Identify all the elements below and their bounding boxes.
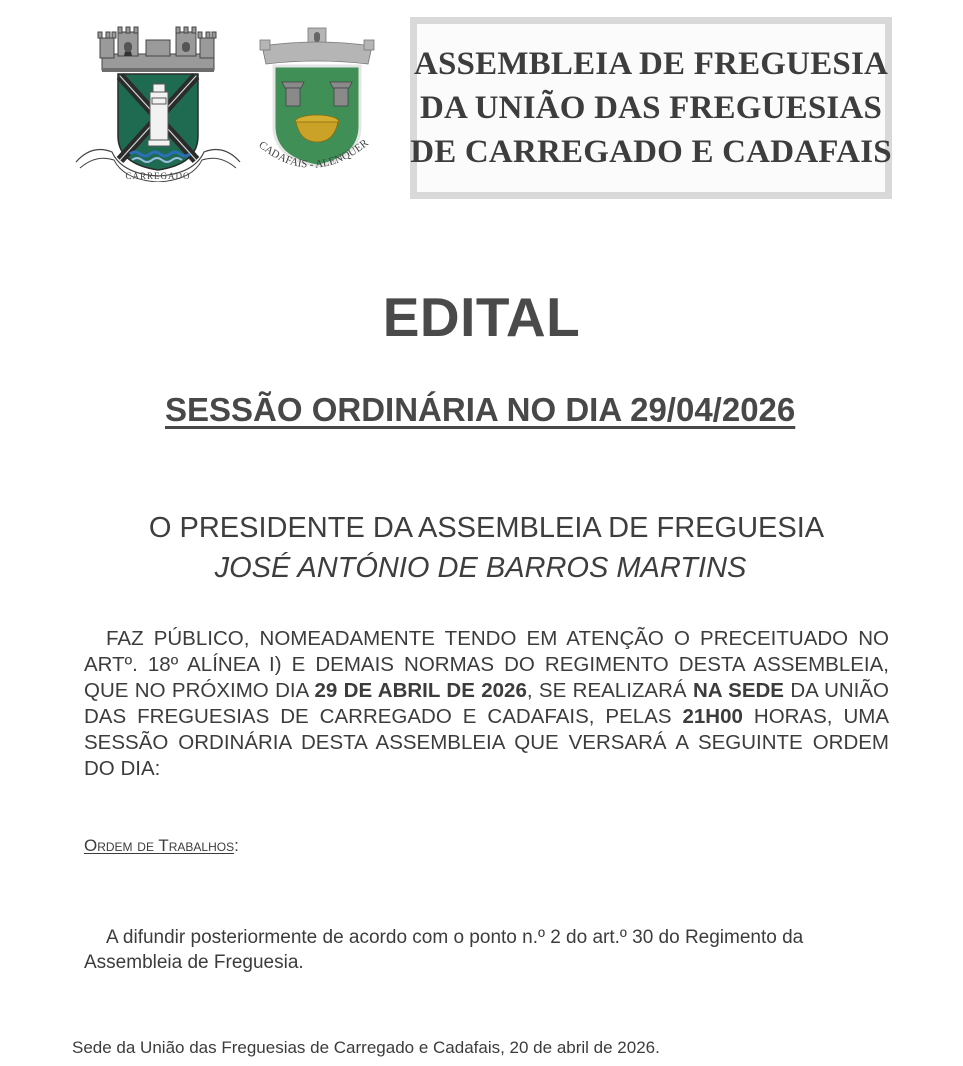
meeting-time: 21H00	[682, 705, 743, 728]
carregado-crest-icon	[72, 24, 244, 182]
assembly-header-line: DA UNIÃO DAS FREGUESIAS	[419, 90, 883, 126]
president-name: JOSÉ ANTÓNIO DE BARROS MARTINS	[214, 552, 747, 584]
agenda-heading-colon: :	[234, 836, 239, 855]
meeting-date: 29 DE ABRIL DE 2026	[314, 679, 527, 702]
assembly-header-box	[410, 17, 892, 199]
document-title: EDITAL	[382, 286, 581, 348]
president-block	[0, 508, 963, 588]
assembly-header-line: DE CARREGADO E CADAFAIS	[410, 134, 892, 170]
carregado-coat-of-arms	[72, 24, 244, 182]
svg-text:CARREGADO: CARREGADO	[125, 171, 191, 181]
cadafais-coat-of-arms	[244, 26, 390, 182]
agenda-text: A difundir posteriormente de acordo com o ponto n.º 2 do art.º 30 do Regimento da Assembleia de Freguesia.	[84, 927, 804, 973]
announcement-text: DA UNIÃO DAS FREGUESIAS DE CARREGADO E CADAFAIS, PELAS	[84, 679, 889, 728]
meeting-place: NA SEDE	[692, 679, 784, 702]
announcement-text: FAZ PÚBLICO, NOMEADAMENTE TENDO EM ATENÇÃO O PRECEITUADO NO ARTº. 18º ALÍNEA I) E DEMAIS NORMAS DO REGIMENTO DESTA ASSEMBLEIA, QUE NO PRÓXIMO DIA	[84, 627, 889, 702]
assembly-header-line: ASSEMBLEIA DE FREGUESIA	[413, 46, 889, 82]
session-title: SESSÃO ORDINÁRIA NO DIA 29/04/2026	[165, 391, 796, 428]
cadafais-crest-icon	[244, 26, 390, 182]
announcement-paragraph	[84, 626, 889, 782]
agenda-heading	[84, 835, 239, 857]
president-role: O PRESIDENTE DA ASSEMBLEIA DE FREGUESIA	[148, 512, 825, 544]
agenda-heading-text: Ordem de Trabalhos	[84, 836, 235, 855]
svg-text:CADAFAIS - ALENQUER: CADAFAIS - ALENQUER	[256, 137, 371, 171]
announcement-text: HORAS, UMA SESSÃO ORDINÁRIA DESTA ASSEMBLEIA QUE VERSARÁ A SEGUINTE ORDEM DO DIA:	[84, 705, 889, 780]
announcement-text: , SE REALIZARÁ	[526, 679, 693, 702]
place-and-date: Sede da União das Freguesias de Carregado e Cadafais, 20 de abril de 2026.	[72, 1038, 660, 1057]
